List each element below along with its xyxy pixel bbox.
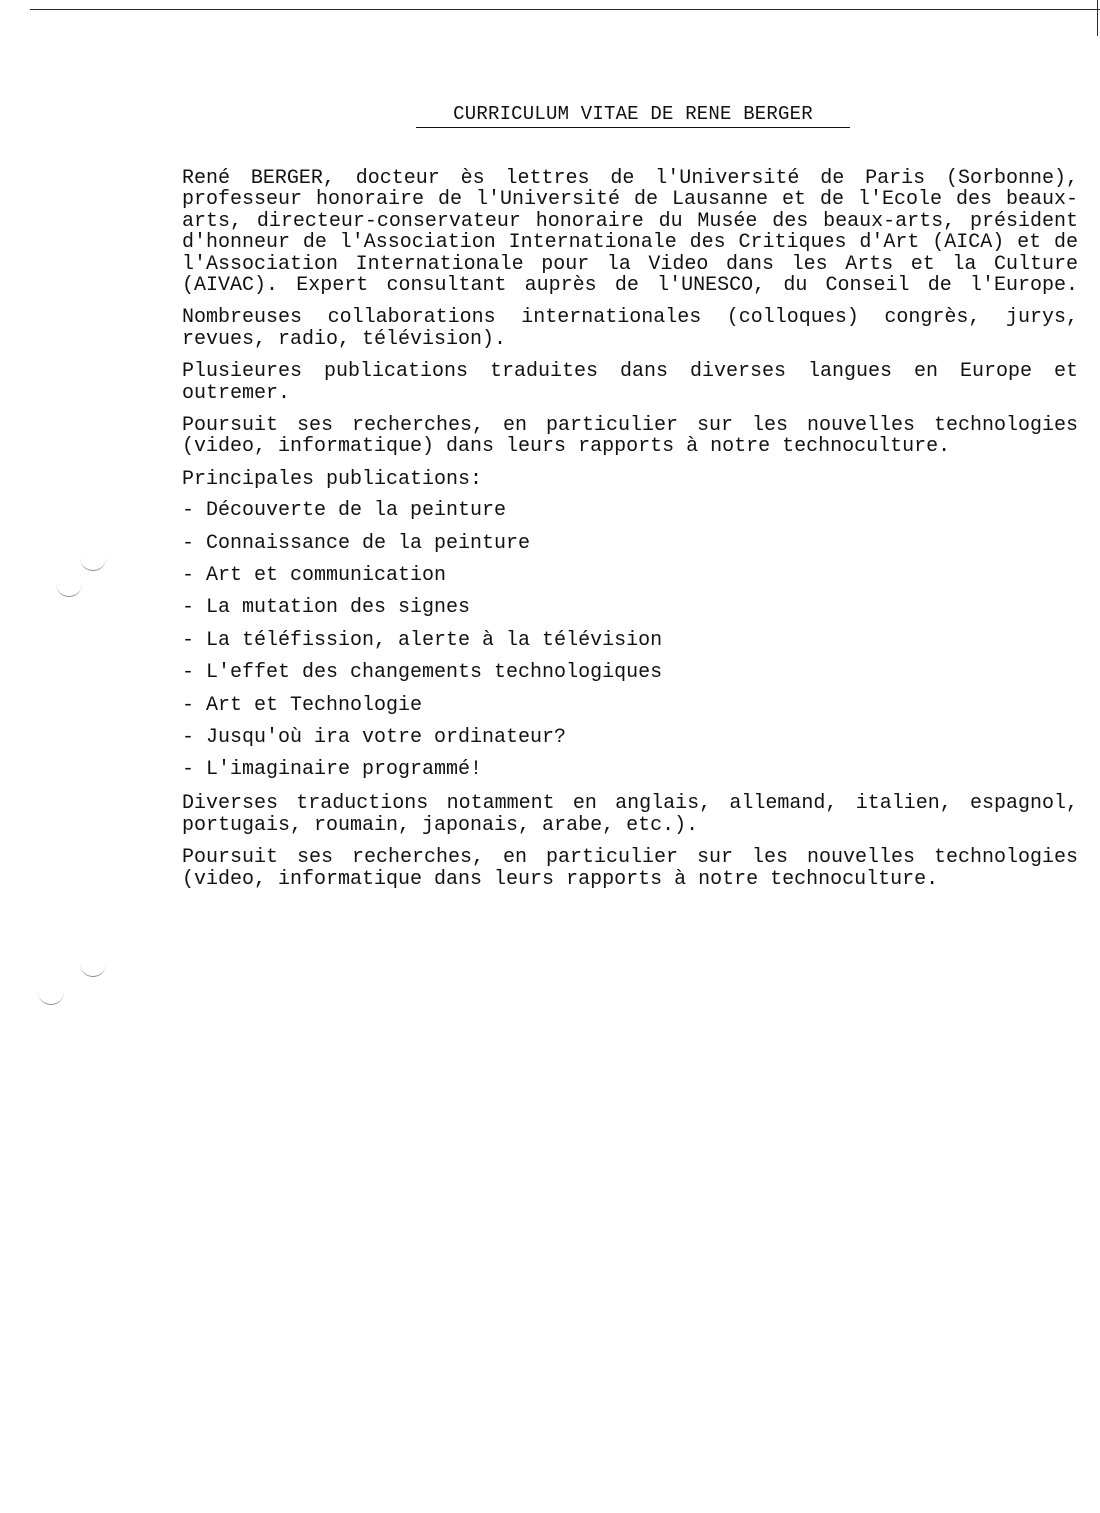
publication-item: - Art et communication xyxy=(182,564,447,588)
right-edge-line xyxy=(1097,0,1098,36)
bio-paragraph: René BERGER, docteur ès lettres de l'Université de Paris (Sorbonne), professeur honoraire de l'Université de Lausanne et de l'Ecole des beaux-arts, directeur-conservateur honoraire du Musée des beaux-arts, président d'honneur de l'Association Internationale des Critiques d'Art (AICA) et de l'Association Internationale pour la Video dans les Arts et la Culture (AIVAC). Expert consultant auprès de l'UNESCO, du Conseil de l'Europe. xyxy=(182,167,1078,298)
publications-heading: Principales publications: xyxy=(182,467,483,491)
publication-item: - Connaissance de la peinture xyxy=(182,531,531,555)
binder-hole-mark xyxy=(56,582,82,597)
publication-item: - L'imaginaire programmé! xyxy=(182,758,483,782)
binder-hole-mark xyxy=(80,556,106,571)
translations-paragraph: Diverses traductions notamment en anglais, allemand, italien, espagnol, portugais, roumain, japonais, arabe, etc.). xyxy=(182,792,1078,837)
publications-list xyxy=(182,500,1078,783)
publication-item: - La téléfission, alerte à la télévision xyxy=(182,628,663,652)
publications-translated-paragraph: Plusieures publications traduites dans diverses langues en Europe et outremer. xyxy=(182,360,1078,405)
binder-hole-mark xyxy=(38,990,64,1005)
collaborations-paragraph: Nombreuses collaborations internationales (colloques) congrès, jurys, revues, radio, télévision). xyxy=(182,306,1078,351)
publication-item: - Jusqu'où ira votre ordinateur? xyxy=(182,726,567,750)
document-title: CURRICULUM VITAE DE RENE BERGER xyxy=(416,103,850,128)
top-border-line xyxy=(30,9,1100,10)
closing-paragraph: Poursuit ses recherches, en particulier sur les nouvelles technologies (video, informatique dans leurs rapports à notre technoculture. xyxy=(182,846,1078,891)
publication-item: - L'effet des changements technologiques xyxy=(182,661,663,685)
research-paragraph: Poursuit ses recherches, en particulier sur les nouvelles technologies (video, informatique) dans leurs rapports à notre technoculture. xyxy=(182,414,1078,459)
publication-item: - Découverte de la peinture xyxy=(182,499,507,523)
binder-hole-mark xyxy=(80,962,106,977)
document-body xyxy=(182,168,1078,901)
publication-item: - La mutation des signes xyxy=(182,596,471,620)
publication-item: - Art et Technologie xyxy=(182,693,423,717)
